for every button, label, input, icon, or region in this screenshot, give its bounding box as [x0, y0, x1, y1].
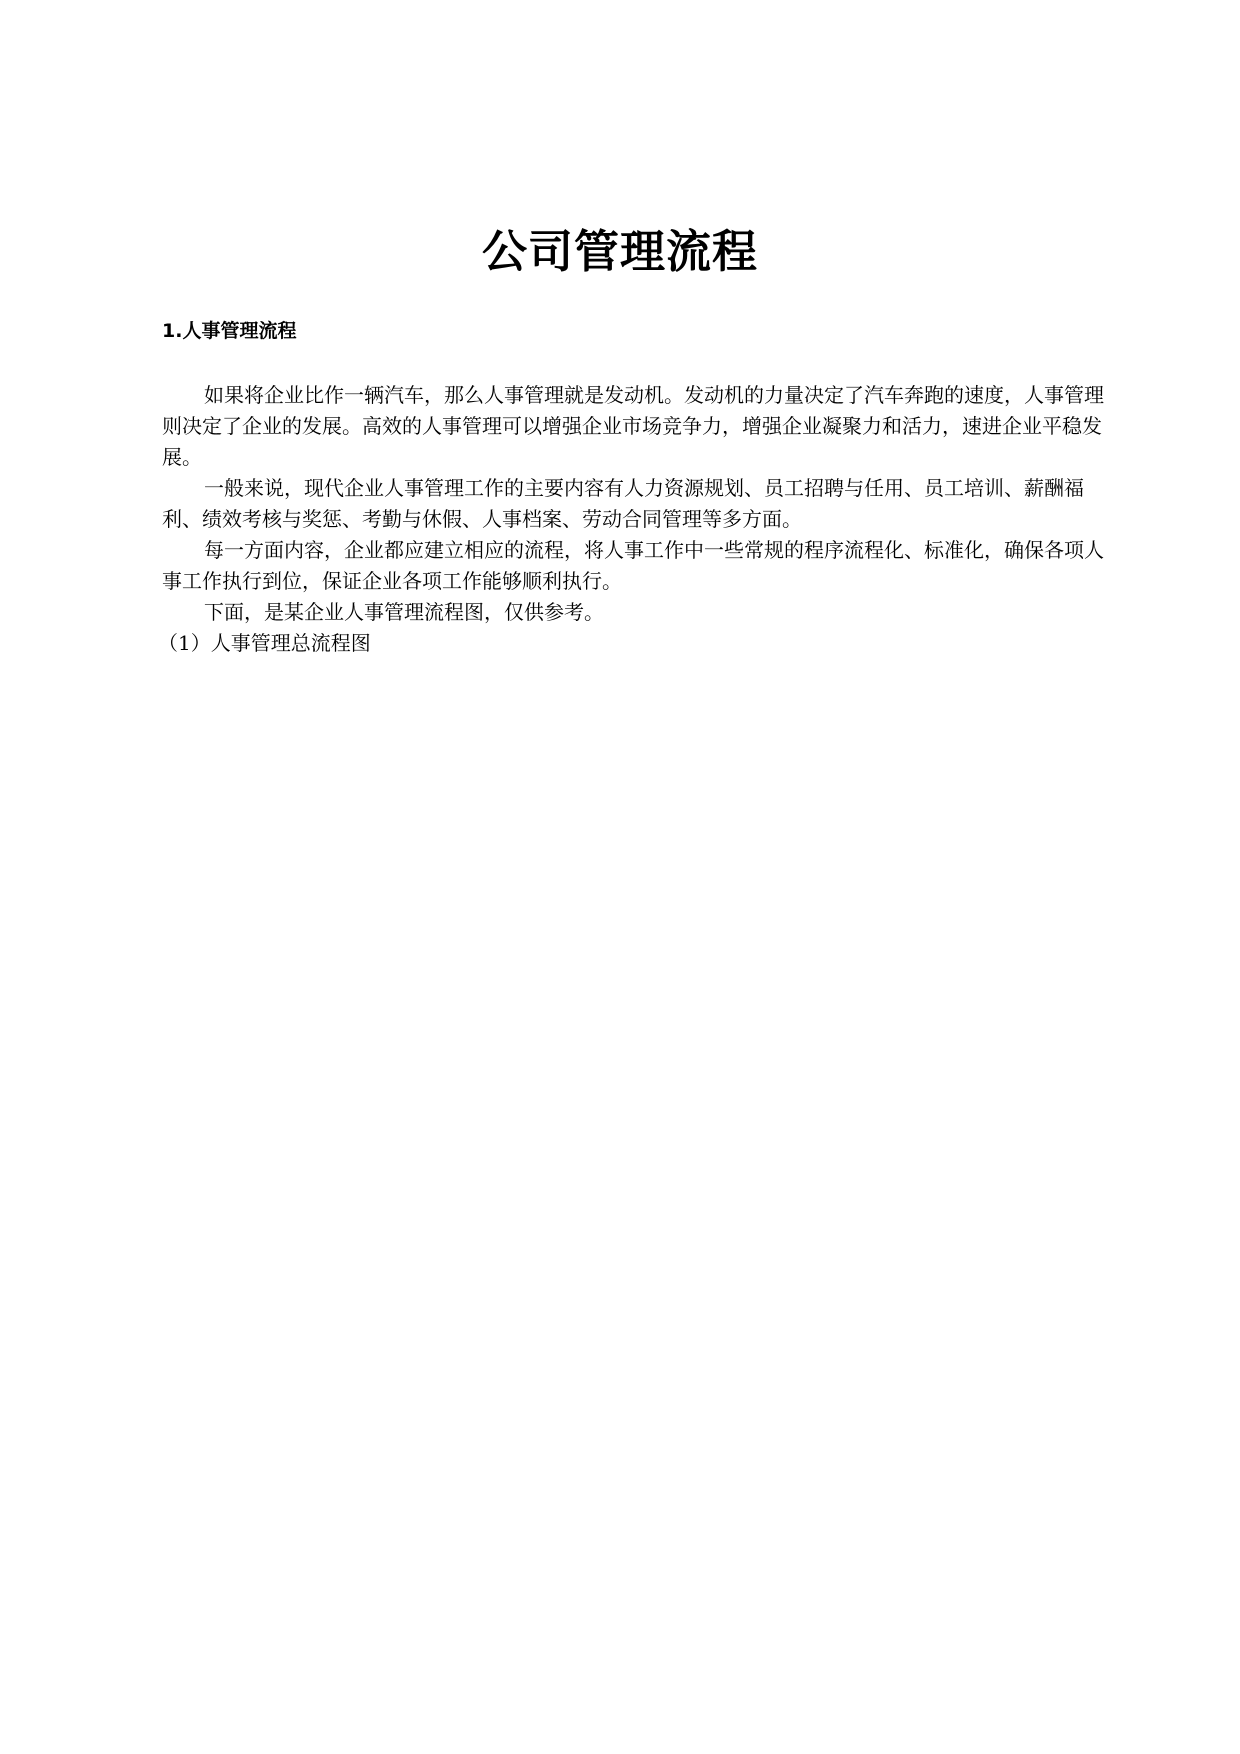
paragraph: 一般来说，现代企业人事管理工作的主要内容有人力资源规划、员工招聘与任用、员工培训、薪酬福利、绩效考核与奖惩、考勤与休假、人事档案、劳动合同管理等多方面。: [162, 476, 1084, 531]
document-body: [158, 380, 1110, 659]
document-title: 公司管理流程: [481, 225, 758, 278]
paragraph: 每一方面内容，企业都应建立相应的流程，将人事工作中一些常规的程序流程化、标准化，确保各项人事工作执行到位，保证企业各项工作能够顺利执行。: [162, 538, 1104, 593]
subsection-heading: （1）人事管理总流程图: [158, 631, 371, 655]
section-heading: 1.人事管理流程: [162, 320, 297, 342]
paragraph: 下面，是某企业人事管理流程图，仅供参考。: [204, 600, 604, 624]
paragraph: 如果将企业比作一辆汽车，那么人事管理就是发动机。发动机的力量决定了汽车奔跑的速度，人事管理则决定了企业的发展。高效的人事管理可以增强企业市场竞争力，增强企业凝聚力和活力，速进企业平稳发展。: [162, 383, 1104, 469]
